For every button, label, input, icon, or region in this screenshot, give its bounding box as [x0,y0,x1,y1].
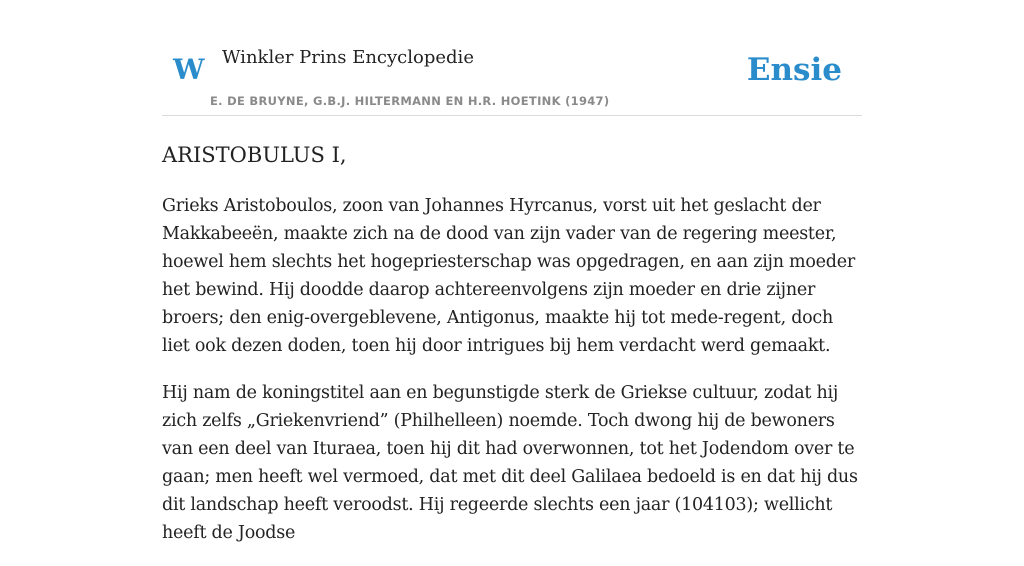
source-authors: E. DE BRUYNE, G.B.J. HILTERMANN EN H.R. HOETINK (1947) [210,94,610,108]
entry-paragraph: Hij nam de koningstitel aan en begunstigde sterk de Griekse cultuur, zodat hij zich zelfs „Griekenvriend” (Philhelleen) noemde. Toch dwong hij de bewoners van een deel van Ituraea, toen hij dit had overwonnen, tot het Jodendom over te gaan; men heeft wel vermoed, dat met dit deel Galilaea bedoeld is en dat hij dus dit landschap heeft veroodst. Hij regeerde slechts een jaar (104103); wellicht heeft de Joodse [162,383,858,543]
encyclopedia-page [162,0,862,543]
entry-body [162,192,862,566]
page-header [162,0,862,116]
entry-paragraph: Grieks Aristoboulos, zoon van Johannes Hyrcanus, vorst uit het geslacht der Makkabeeën, maakte zich na de dood van zijn vader van de regering meester, hoewel hem slechts het hogepriesterschap was opgedragen, en aan zijn moeder het bewind. Hij doodde daarop achtereenvolgens zijn moeder en drie zijner broers; den enig-overgeblevene, Antigonus, maakte hij tot mede-regent, doch liet ook dezen doden, toen hij door intrigues bij hem verdacht werd gemaakt. [162,196,855,356]
ensie-logo[interactable]: Ensie [746,52,842,88]
entry-title: ARISTOBULUS I, [162,143,347,167]
source-title[interactable]: Winkler Prins Encyclopedie [222,47,474,68]
winkler-prins-logo[interactable]: W [173,53,205,86]
